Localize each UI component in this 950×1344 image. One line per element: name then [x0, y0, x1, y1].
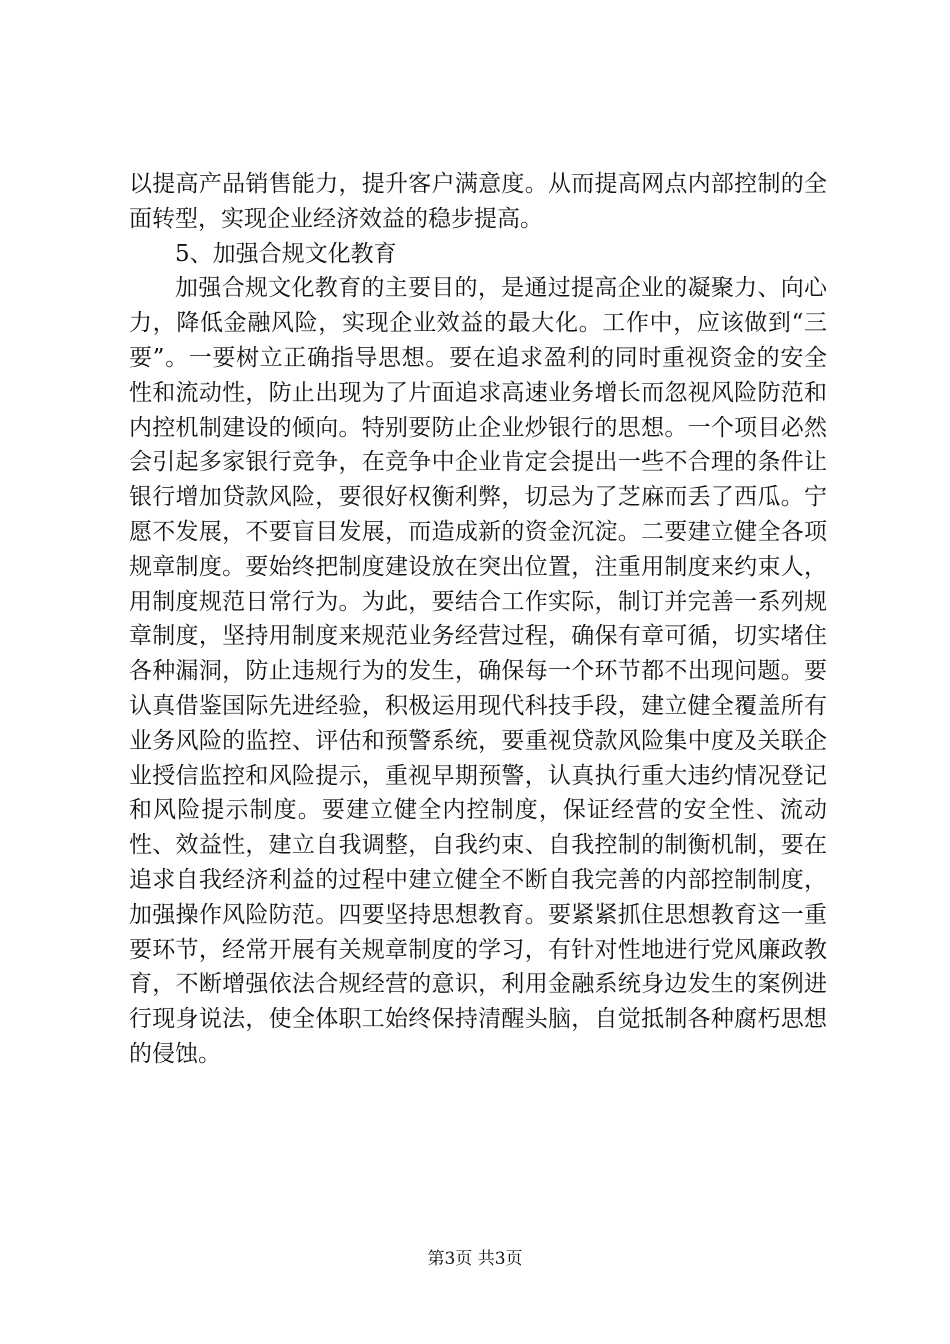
paragraph-body: 加强合规文化教育的主要目的，是通过提高企业的凝聚力、向心力，降低金融风险，实现企业效益的最大化。工作中，应该做到“三要”。一要树立正确指导思想。要在追求盈利的同时重视资金的安全性和流动性，防止出现为了片面追求高速业务增长而忽视风险防范和内控机制建设的倾向。特别要防止企业炒银行的思想。一个项目必然会引起多家银行竞争，在竞争中企业肯定会提出一些不合理的条件让银行增加贷款风险，要很好权衡利弊，切忌为了芝麻而丢了西瓜。宁愿不发展，不要盲目发展，而造成新的资金沉淀。二要建立健全各项规章制度。要始终把制度建设放在突出位置，注重用制度来约束人，用制度规范日常行为。为此，要结合工作实际，制订并完善一系列规章制度，坚持用制度来规范业务经营过程，确保有章可循，切实堵住各种漏洞，防止违规行为的发生，确保每一个环节都不出现问题。要认真借鉴国际先进经验，积极运用现代科技手段，建立健全覆盖所有业务风险的监控、评估和预警系统，要重视贷款风险集中度及关联企业授信监控和风险提示，重视早期预警，认真执行重大违约情况登记和风险提示制度。要建立健全内控制度，保证经营的安全性、流动性、效益性，建立自我调整，自我约束、自我控制的制衡机制，要在追求自我经济利益的过程中建立健全不断自我完善的内部控制制度，加强操作风险防范。四要坚持思想教育。要紧紧抓住思想教育这一重要环节，经常开展有关规章制度的学习，有针对性地进行党风廉政教育，不断增强依法合规经营的意识，利用金融系统身边发生的案例进行现身说法，使全体职工始终保持清醒头脑，自觉抵制各种腐朽思想的侵蚀。 — [129, 275, 827, 1067]
document-body — [129, 167, 827, 1072]
section-heading: 5、加强合规文化教育 — [175, 240, 397, 267]
paragraph-continuation: 以提高产品销售能力，提升客户满意度。从而提高网点内部控制的全面转型，实现企业经济效益的稳步提高。 — [129, 171, 827, 232]
page-number-footer: 第3页 共3页 — [427, 1249, 523, 1269]
